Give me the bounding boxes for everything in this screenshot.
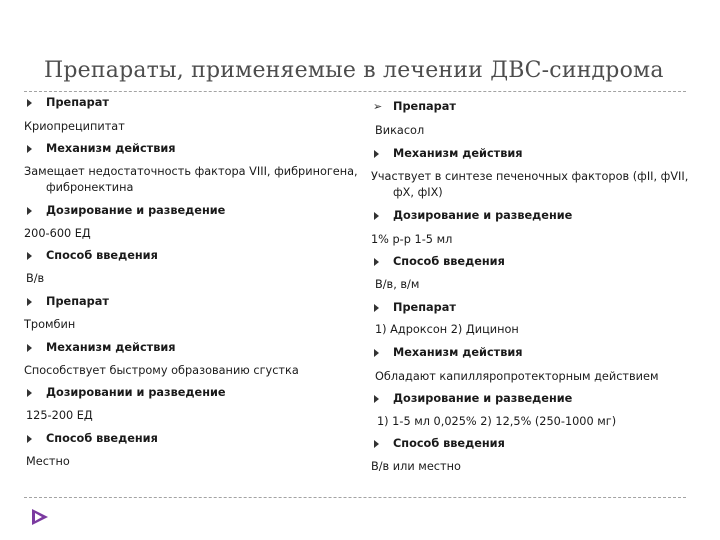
bullet-icon	[27, 298, 32, 306]
bullet-icon	[374, 440, 379, 448]
left-preparat-value-2: Тромбин	[24, 318, 76, 331]
right-preparat-value-2: 1) Адроксон 2) Дицинон	[375, 323, 519, 336]
bullet-icon	[374, 349, 379, 357]
left-mechanism-value-1: Замещает недостаточность фактора VIII, фибриногена, фибронектина	[24, 165, 358, 194]
right-route-value-1: В/в, в/м	[375, 278, 420, 291]
footer-divider	[24, 497, 686, 498]
right-route-label-2: Способ введения	[371, 436, 505, 452]
bullet-icon	[27, 435, 32, 443]
right-dosage-label-2: Дозирование и разведение	[371, 391, 572, 407]
right-mechanism-value-1: Участвует в синтезе печеночных факторов (фII, фVII, фX, фIX)	[371, 170, 689, 199]
title-divider	[24, 91, 686, 92]
bullet-icon	[27, 99, 32, 107]
left-preparat-value-1: Криопреципитат	[24, 120, 125, 133]
right-preparat-label-2: Препарат	[371, 300, 456, 316]
right-dosage-value-2: 1) 1-5 мл 0,025% 2) 12,5% (250-1000 мг)	[377, 415, 617, 428]
slide-title: Препараты, применяемые в лечении ДВС-синдрома	[44, 58, 664, 83]
bullet-icon	[27, 207, 32, 215]
right-mechanism-label-1: Механизм действия	[371, 146, 523, 162]
right-mechanism-value-2: Обладают капилляропротекторным действием	[375, 370, 659, 383]
play-arrow-icon	[30, 508, 50, 526]
bullet-icon	[374, 304, 379, 312]
right-mechanism-label-2: Механизм действия	[371, 345, 523, 361]
bullet-icon	[27, 344, 32, 352]
left-mechanism-label-2: Механизм действия	[24, 340, 176, 356]
left-route-label-2: Способ введения	[24, 431, 158, 447]
right-dosage-label-1: Дозирование и разведение	[371, 208, 572, 224]
left-dosage-value-1: 200-600 ЕД	[24, 227, 91, 240]
left-dosage-label-2: Дозировании и разведение	[24, 385, 226, 401]
left-route-value-1: В/в	[26, 272, 45, 285]
left-dosage-label-1: Дозирование и разведение	[24, 203, 225, 219]
right-preparat-label-1: ➢ Препарат	[373, 100, 456, 113]
right-route-label-1: Способ введения	[371, 254, 505, 270]
bullet-icon	[374, 212, 379, 220]
left-mechanism-label-1: Механизм действия	[24, 141, 176, 157]
bullet-icon	[27, 252, 32, 260]
bullet-icon	[27, 389, 32, 397]
left-preparat-label-2: Препарат	[24, 294, 109, 310]
left-dosage-value-2: 125-200 ЕД	[26, 409, 93, 422]
bullet-icon	[374, 150, 379, 158]
arrow-bullet-icon: ➢	[373, 100, 383, 113]
bullet-icon	[374, 395, 379, 403]
bullet-icon	[27, 145, 32, 153]
left-mechanism-value-2: Способствует быстрому образованию сгустка	[24, 364, 299, 377]
left-route-label-1: Способ введения	[24, 248, 158, 264]
right-route-value-2: В/в или местно	[371, 460, 461, 473]
right-preparat-value-1: Викасол	[375, 124, 425, 137]
right-dosage-value-1: 1% р-р 1-5 мл	[371, 233, 453, 246]
left-route-value-2: Местно	[26, 455, 70, 468]
left-preparat-label-1: Препарат	[24, 95, 109, 111]
bullet-icon	[374, 258, 379, 266]
